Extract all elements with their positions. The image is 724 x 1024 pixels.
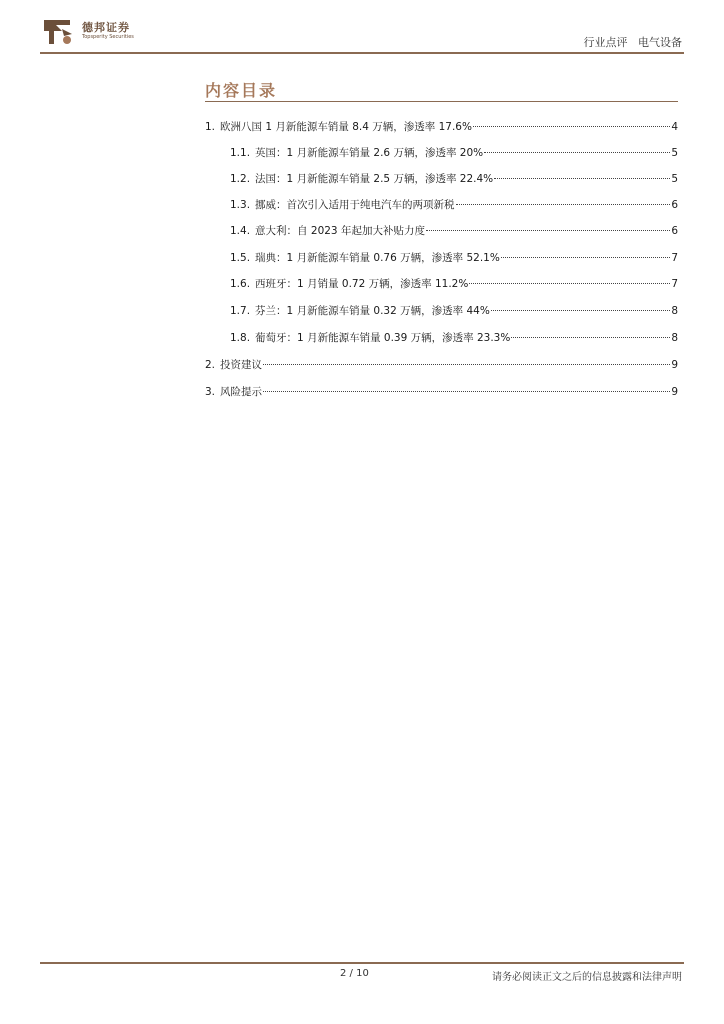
toc-leader-dots [494, 170, 670, 179]
toc-entry-number: 2. [205, 359, 216, 371]
toc-leader-dots [501, 249, 671, 258]
toc-entry-page: 8 [671, 305, 678, 317]
report-type: 行业点评 [583, 36, 628, 49]
brand-logo-icon [40, 16, 76, 48]
toc-entry-page: 9 [671, 386, 678, 398]
toc-leader-dots [469, 275, 670, 284]
brand-name-cn: 德邦证券 [82, 21, 130, 34]
toc-entry-page: 7 [671, 252, 678, 264]
toc-entry-number: 1.2. [230, 173, 251, 185]
toc-entry[interactable] [230, 302, 678, 318]
toc-entry-page: 5 [671, 147, 678, 159]
toc-entry[interactable] [230, 170, 678, 186]
toc-entry-title: 葡萄牙：1 月新能源车销量 0.39 万辆，渗透率 23.3% [255, 332, 511, 344]
toc-entry-number: 1.4. [230, 225, 251, 237]
toc-entry-number: 1.6. [230, 278, 251, 290]
toc-entry-page: 9 [671, 359, 678, 371]
toc-entry[interactable] [230, 249, 678, 265]
toc-entry-page: 7 [671, 278, 678, 290]
disclaimer-note: 请务必阅读正文之后的信息披露和法律声明 [492, 972, 682, 983]
toc-entry[interactable] [230, 144, 678, 160]
toc-entry-number: 1.1. [230, 147, 251, 159]
report-industry: 电气设备 [638, 36, 682, 49]
toc-entry-title: 芬兰：1 月新能源车销量 0.32 万辆，渗透率 44% [255, 305, 490, 317]
brand-logo [40, 16, 150, 48]
toc-entry-number: 1.3. [230, 199, 251, 211]
toc-entry[interactable] [230, 222, 678, 238]
brand-name-en: Topsperity Securities [82, 34, 134, 40]
toc-entry-title: 意大利：自 2023 年起加大补贴力度 [255, 225, 425, 237]
toc-title: 内容目录 [205, 81, 278, 100]
toc-title-divider [205, 101, 678, 102]
toc-entry-title: 西班牙：1 月销量 0.72 万辆，渗透率 11.2% [255, 278, 469, 290]
toc-leader-dots [473, 118, 670, 127]
report-category [584, 34, 683, 50]
toc-entry-title: 欧洲八国 1 月新能源车销量 8.4 万辆，渗透率 17.6% [220, 121, 472, 133]
toc-entry-number: 1.7. [230, 305, 251, 317]
toc-entry-number: 1.5. [230, 252, 251, 264]
page-number: 2 / 10 [340, 968, 369, 979]
toc-entry-page: 5 [671, 173, 678, 185]
toc-leader-dots [511, 329, 670, 338]
toc-entry-page: 8 [671, 332, 678, 344]
toc-entry[interactable] [205, 118, 678, 134]
toc-entry[interactable] [205, 383, 678, 399]
header-divider [40, 52, 684, 54]
toc-entry-number: 3. [205, 386, 216, 398]
toc-entry[interactable] [230, 275, 678, 291]
toc-entry-title: 挪威：首次引入适用于纯电汽车的两项新税 [255, 199, 455, 211]
toc-entry-title: 风险提示 [220, 386, 263, 398]
toc-entry-title: 瑞典：1 月新能源车销量 0.76 万辆，渗透率 52.1% [255, 252, 500, 264]
toc-entry[interactable] [230, 329, 678, 345]
toc-entry[interactable] [205, 356, 678, 372]
toc-leader-dots [484, 144, 670, 153]
toc-entry-number: 1.8. [230, 332, 251, 344]
toc-entry[interactable] [230, 196, 678, 212]
toc-entry-number: 1. [205, 121, 216, 133]
toc-entry-title: 投资建议 [220, 359, 263, 371]
toc-leader-dots [426, 222, 670, 231]
toc-entry-title: 法国：1 月新能源车销量 2.5 万辆，渗透率 22.4% [255, 173, 494, 185]
toc-leader-dots [263, 383, 670, 392]
toc-leader-dots [263, 356, 670, 365]
toc-entry-page: 4 [671, 121, 678, 133]
toc-entry-page: 6 [671, 199, 678, 211]
toc-entry-page: 6 [671, 225, 678, 237]
toc-leader-dots [491, 302, 671, 311]
toc-entry-title: 英国：1 月新能源车销量 2.6 万辆，渗透率 20% [255, 147, 484, 159]
toc-leader-dots [456, 196, 671, 205]
footer-divider [40, 962, 684, 964]
